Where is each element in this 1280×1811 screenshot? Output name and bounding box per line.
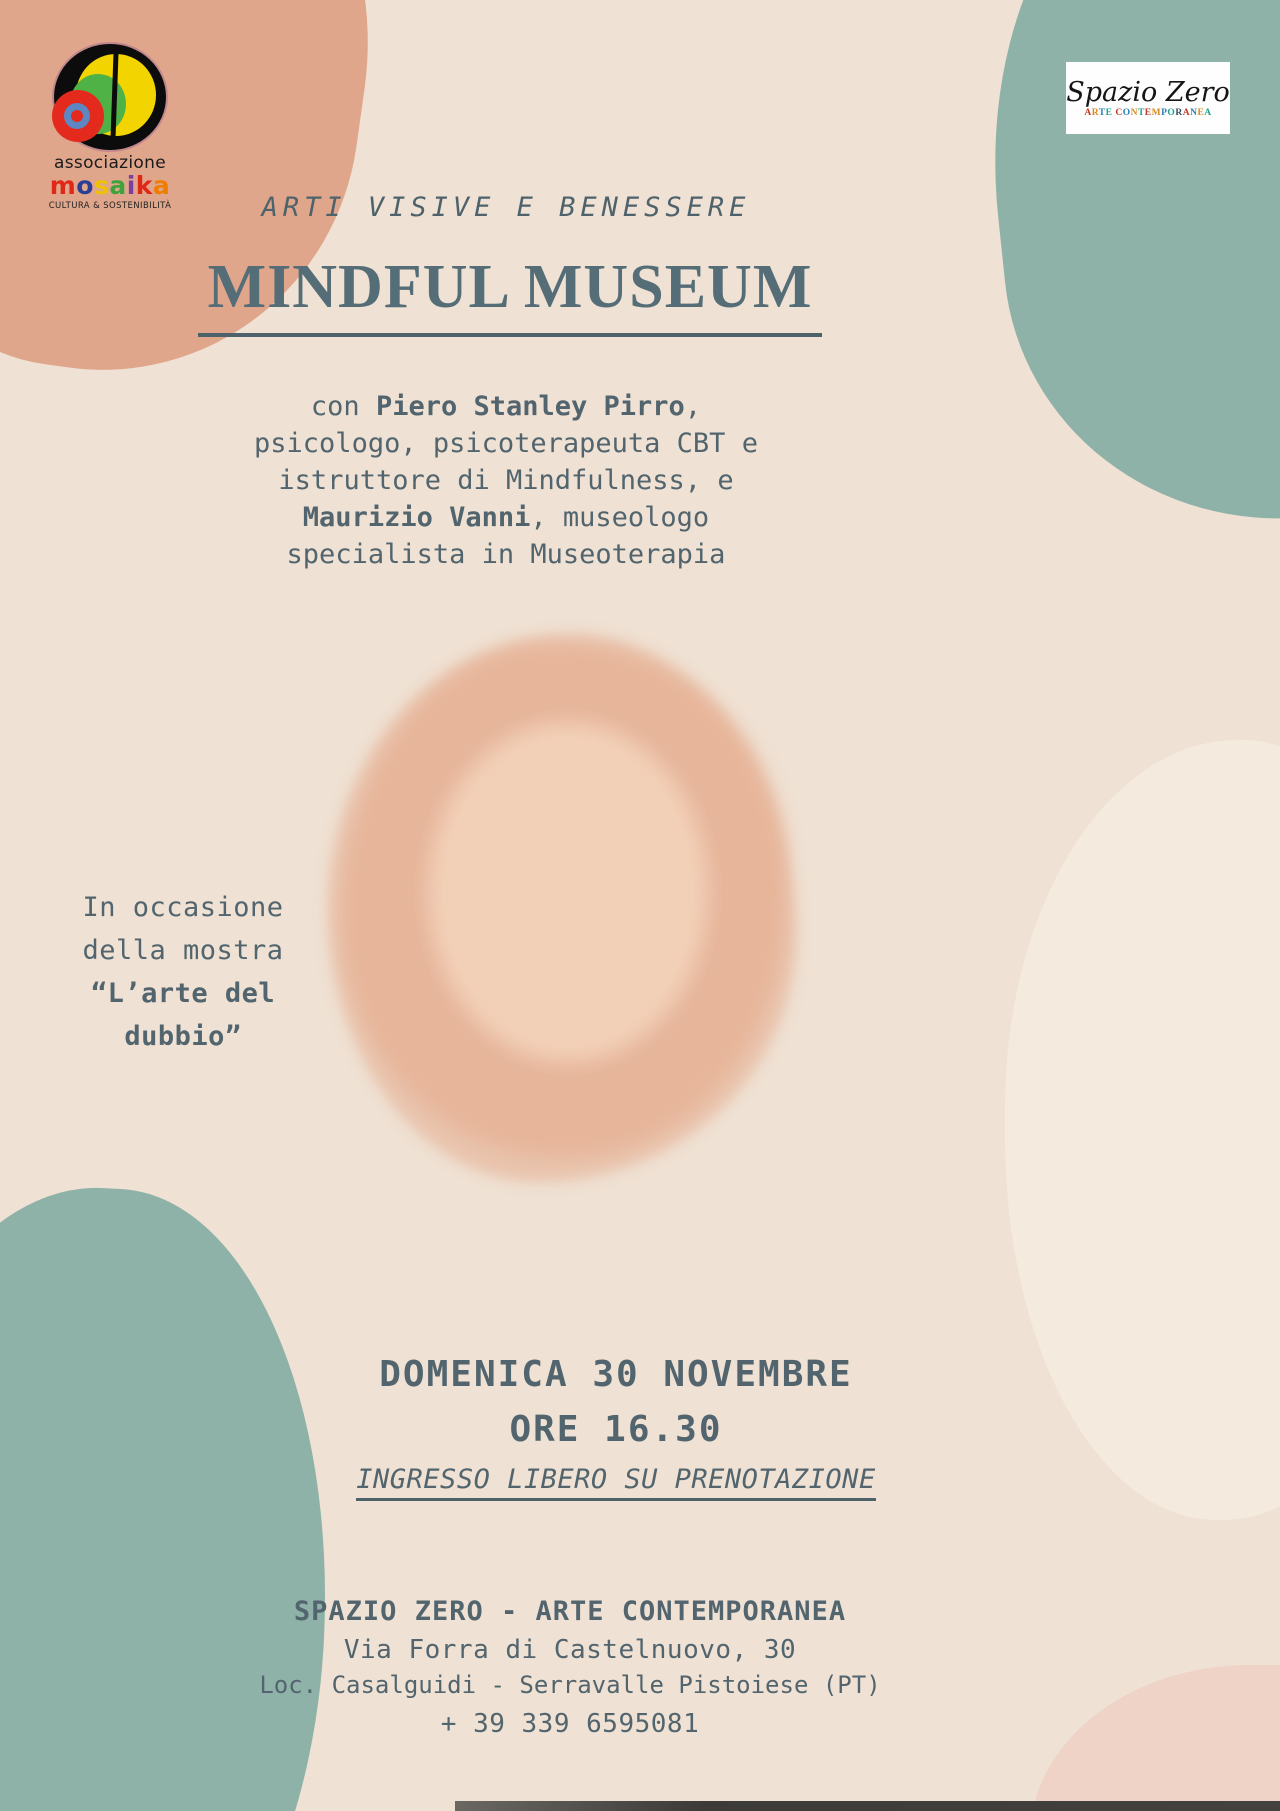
exhibition-title-line-2: dubbio” bbox=[124, 1021, 242, 1052]
venue-address-line-1: Via Forra di Castelnuovo, 30 bbox=[343, 1635, 797, 1665]
exhibition-note-line-2: della mostra bbox=[82, 935, 284, 966]
kicker-text: ARTI VISIVE E BENESSERE bbox=[261, 192, 751, 223]
venue-name: SPAZIO ZERO - ARTE CONTEMPORANEA bbox=[293, 1596, 847, 1627]
speaker-name-1: Piero Stanley Pirro bbox=[375, 391, 685, 422]
mosaika-association-text: associazione bbox=[54, 153, 166, 173]
speakers-line-1: con Piero Stanley Pirro, bbox=[310, 391, 702, 422]
speakers-line-5: specialista in Museoterapia bbox=[286, 539, 726, 570]
page-title: MINDFUL MUSEUM bbox=[198, 252, 823, 337]
event-date: DOMENICA 30 NOVEMBRE bbox=[379, 1354, 853, 1395]
exhibition-note-line-1: In occasione bbox=[82, 892, 284, 923]
mosaika-circles-icon bbox=[54, 44, 166, 150]
event-entry-note: INGRESSO LIBERO SU PRENOTAZIONE bbox=[356, 1464, 875, 1501]
spazio-zero-logo-name: Spazio Zero bbox=[1066, 76, 1230, 108]
spazio-zero-logo-subtitle: ARTE CONTEMPORANEA bbox=[1084, 107, 1212, 118]
speakers-text bbox=[0, 388, 1012, 573]
mosaika-logo bbox=[40, 44, 180, 211]
watercolor-circle bbox=[328, 634, 796, 1182]
exhibition-note bbox=[58, 886, 308, 1058]
bottom-edge-strip bbox=[455, 1801, 1280, 1811]
mosaika-red-dot-icon bbox=[71, 110, 83, 122]
speakers-line-4: Maurizio Vanni, museologo bbox=[302, 502, 710, 533]
speakers-line-2: psicologo, psicoterapeuta CBT e bbox=[254, 428, 758, 459]
watercolor-inner-light bbox=[428, 722, 708, 1062]
venue-address-line-2: Loc. Casalguidi - Serravalle Pistoiese (PT) bbox=[259, 1671, 881, 1699]
spazio-zero-logo bbox=[1066, 62, 1230, 134]
event-time: ORE 16.30 bbox=[509, 1409, 723, 1450]
title-wrap bbox=[0, 252, 1020, 337]
exhibition-title-line-1: “L’arte del bbox=[90, 978, 276, 1009]
speaker-name-2: Maurizio Vanni bbox=[302, 502, 531, 533]
mosaika-blue-ring-icon bbox=[64, 103, 90, 129]
mosaika-name: mosaika bbox=[49, 171, 171, 200]
mosaika-red-circle-icon bbox=[52, 90, 104, 142]
event-details bbox=[0, 1346, 1232, 1501]
speakers-line-3: istruttore di Mindfulness, e bbox=[278, 465, 734, 496]
event-entry-wrap bbox=[0, 1456, 1232, 1501]
venue-details bbox=[0, 1592, 1140, 1745]
venue-phone: + 39 339 6595081 bbox=[440, 1709, 700, 1739]
mosaika-tagline: CULTURA & SOSTENIBILITÀ bbox=[48, 201, 172, 211]
